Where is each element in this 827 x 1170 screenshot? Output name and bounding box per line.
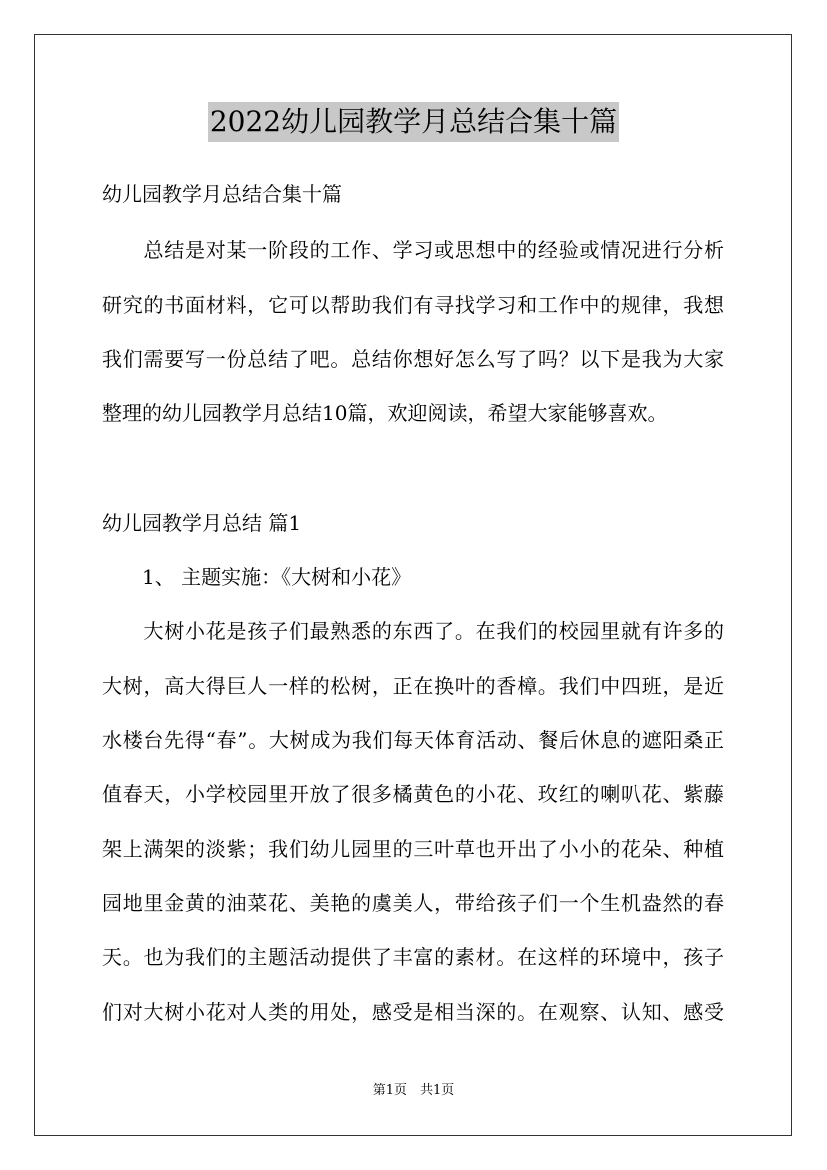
intro-line: 总结是对某一阶段的工作、学习或思想中的经验或情况进行分析 [102,238,724,262]
body-line: 们对大树小花对人类的用处，感受是相当深的。在观察、认知、感受 [102,1000,724,1024]
body-line: 大树小花是孩子们最熟悉的东西了。在我们的校园里就有许多的 [102,619,724,643]
body-line: 园地里金黄的油菜花、美艳的虞美人，带给孩子们一个生机盎然的春 [102,891,724,915]
body-line: 大树，高大得巨人一样的松树，正在换叶的香樟。我们中四班，是近 [102,674,724,698]
page-footer: 第1页 共1页 [372,1083,455,1098]
document-subtitle: 幼儿园教学月总结合集十篇 [102,182,342,206]
document-title: 2022幼儿园教学月总结合集十篇 [208,102,619,142]
item-heading: 1、 主题实施：《大树和小花》 [102,565,412,589]
intro-line: 我们需要写一份总结了吧。总结你想好怎么写了吗？以下是我为大家 [102,347,724,371]
intro-line: 研究的书面材料，它可以帮助我们有寻找学习和工作中的规律，我想 [102,293,724,317]
intro-line: 整理的幼儿园教学月总结10篇，欢迎阅读，希望大家能够喜欢。 [102,401,668,425]
section-heading: 幼儿园教学月总结 篇1 [102,511,302,535]
title-container [0,102,827,142]
body-line: 天。也为我们的主题活动提供了丰富的素材。在这样的环境中，孩子 [102,945,724,969]
body-line: 架上满架的淡紫；我们幼儿园里的三叶草也开出了小小的花朵、种植 [102,837,724,861]
body-line: 水楼台先得“春”。大树成为我们每天体育活动、餐后休息的遮阳桑正 [102,728,724,752]
body-line: 值春天，小学校园里开放了很多橘黄色的小花、玫红的喇叭花、紫藤 [102,782,724,806]
